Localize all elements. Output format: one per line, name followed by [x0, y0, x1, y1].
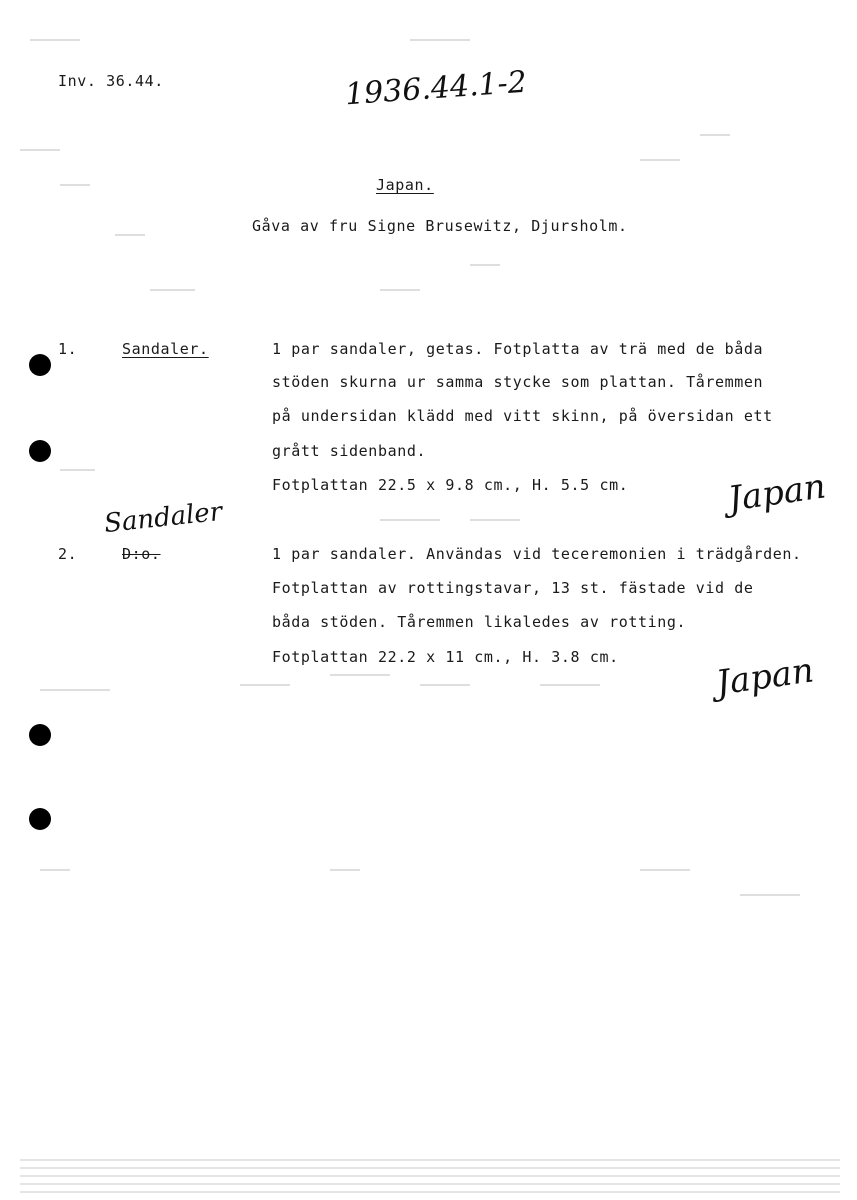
punch-hole	[29, 354, 51, 376]
handwritten-annotation: Japan	[713, 650, 817, 704]
entry-line: Fotplattan 22.2 x 11 cm., H. 3.8 cm.	[272, 648, 619, 666]
country-heading: Japan.	[376, 176, 434, 194]
entry-name: D:o.	[122, 545, 161, 563]
handwritten-entry-name: Sandaler	[102, 496, 224, 540]
handwritten-catalog-number: 1936.44.1-2	[343, 64, 528, 113]
entry-line: 1 par sandaler. Användas vid teceremonien i trädgården.	[272, 545, 802, 563]
punch-hole	[29, 724, 51, 746]
entry-name: Sandaler.	[122, 340, 209, 358]
entry-line: båda stöden. Tåremmen likaledes av rotting.	[272, 613, 687, 631]
punch-hole	[29, 808, 51, 830]
entry-line: Fotplattan 22.5 x 9.8 cm., H. 5.5 cm.	[272, 476, 629, 494]
punch-hole	[29, 440, 51, 462]
handwritten-annotation: Japan	[725, 466, 829, 520]
entry-line: på undersidan klädd med vitt skinn, på översidan ett	[272, 407, 773, 425]
entry-line: grått sidenband.	[272, 442, 427, 460]
inventory-number: Inv. 36.44.	[58, 72, 164, 90]
entry-line: 1 par sandaler, getas. Fotplatta av trä med de båda	[272, 340, 764, 358]
entry-line: stöden skurna ur samma stycke som plattan. Tåremmen	[272, 373, 764, 391]
entry-number: 1.	[58, 340, 78, 358]
entry-line: Fotplattan av rottingstavar, 13 st. fästade vid de	[272, 579, 754, 597]
donation-line: Gåva av fru Signe Brusewitz, Djursholm.	[252, 217, 628, 235]
entry-number: 2.	[58, 545, 78, 563]
